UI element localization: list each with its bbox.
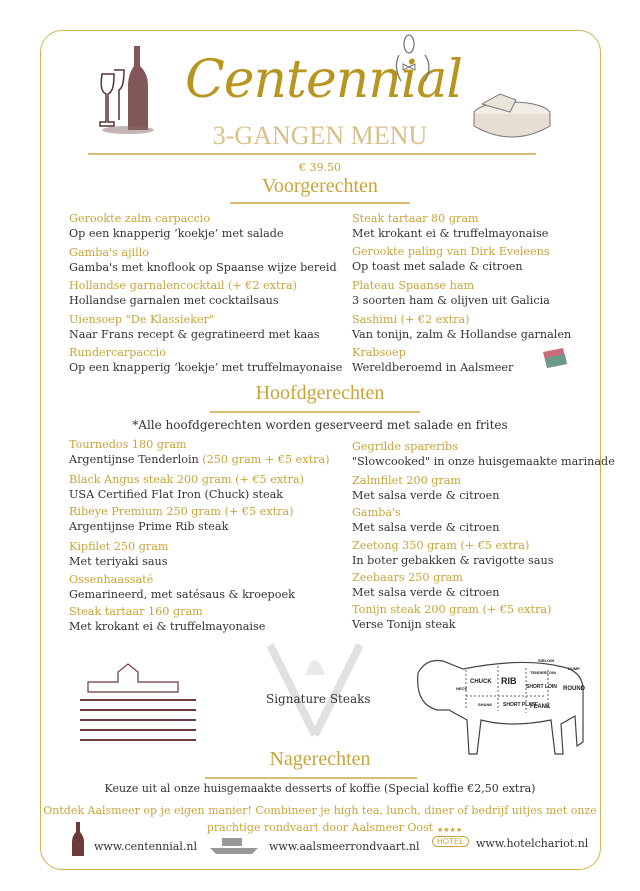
section-title-starters: Voorgerechten <box>262 175 378 197</box>
menu-item-description <box>69 361 342 375</box>
menu-item-name: Ossenhaassaté <box>69 573 154 586</box>
cow-label: SIRLOIN <box>538 658 555 663</box>
menu-item-name: Steak tartaar 160 gram <box>69 605 203 618</box>
description-text: Gamba's met knoflook op Spaanse wijze bereid <box>69 261 337 274</box>
description-text: Argentijnse Tenderloin <box>69 453 199 466</box>
menu-item-name: Rundercarpaccio <box>69 346 166 359</box>
menu-item <box>352 245 550 274</box>
description-text: Op een knapperig ‘koekje’ met truffelmayonaise <box>69 361 343 374</box>
menu-item-description <box>69 328 320 342</box>
menu-item-description <box>69 488 304 502</box>
link-centennial[interactable]: www.centennial.nl <box>94 840 197 853</box>
menu-item-description <box>69 555 169 569</box>
menu-item-name: Tournedos 180 gram <box>69 438 187 451</box>
logo-text: Centennial <box>185 50 462 110</box>
menu-item <box>69 346 342 375</box>
menu-item <box>352 506 499 535</box>
cow-label: CHUCK <box>470 679 492 685</box>
menu-item-name: Sashimi (+ €2 extra) <box>352 313 470 326</box>
link-rondvaart[interactable]: www.aalsmeerrondvaart.nl <box>269 840 420 853</box>
cow-label: ROUND <box>563 686 585 692</box>
menu-item-name: Gegrilde spareribs <box>352 440 458 453</box>
menu-item <box>69 573 295 602</box>
description-text: Op een knapperig ‘koekje’ met salade <box>69 227 284 240</box>
cow-label: SHANK <box>478 702 493 707</box>
description-text: USA Certified Flat Iron (Chuck) steak <box>69 488 284 501</box>
menu-item <box>69 540 169 569</box>
cow-label: RIB <box>501 676 517 686</box>
menu-item-name: Black Angus steak 200 gram (+ €5 extra) <box>69 473 305 486</box>
menu-item-name: Ribeye Premium 250 gram (+ €5 extra) <box>69 505 294 518</box>
menu-item-description <box>352 328 571 342</box>
description-text: Met salsa verde & citroen <box>352 521 500 534</box>
menu-item-name: Plateau Spaanse ham <box>352 279 475 292</box>
menu-item-description <box>352 586 499 600</box>
menu-item-name: Zeetong 350 gram (+ €5 extra) <box>352 539 530 552</box>
menu-item-description <box>352 260 550 274</box>
menu-item-name: Gamba's <box>352 506 401 519</box>
menu-item-name: Zeebaars 250 gram <box>352 571 463 584</box>
menu-item <box>69 605 265 634</box>
stars-icon: ★★★★ <box>437 826 463 834</box>
menu-item-name: Kipfilet 250 gram <box>69 540 169 553</box>
menu-item <box>352 346 513 375</box>
cow-label: FLANK <box>530 704 551 710</box>
menu-item-description <box>352 618 551 632</box>
menu-item <box>352 474 499 503</box>
description-text: Naar Frans recept & gegratineerd met kaas <box>69 328 320 341</box>
menu-item <box>69 473 304 502</box>
menu-item-description <box>69 261 337 275</box>
menu-item <box>352 603 551 632</box>
menu-item-description <box>352 554 554 568</box>
description-text: Met salsa verde & citroen <box>352 586 500 599</box>
flag-icon <box>540 346 570 370</box>
menu-item <box>352 571 499 600</box>
menu-item-name: Gamba's ajillo <box>69 246 150 259</box>
section-title-desserts: Nagerechten <box>269 748 371 770</box>
menu-item-description <box>352 361 513 375</box>
cow-label: NECK <box>456 686 468 691</box>
menu-item-name: Zalmfilet 200 gram <box>352 474 462 487</box>
menu-item-description <box>352 489 499 503</box>
promo-line-1: Ontdek Aalsmeer op je eigen manier! Combineer je high tea, lunch, diner of bedrijf uitjes met onze <box>43 804 597 817</box>
menu-item <box>352 313 571 342</box>
menu-item <box>69 438 329 467</box>
hotel-badge-icon: HOTEL <box>432 836 469 847</box>
description-text: Argentijnse Prime Rib steak <box>69 520 229 533</box>
menu-item-description <box>69 227 284 241</box>
boat-icon <box>208 836 260 856</box>
menu-item-description <box>69 588 295 602</box>
description-text: 3 soorten ham & olijven uit Galicia <box>352 294 550 307</box>
description-extra: (250 gram + €5 extra) <box>202 453 330 466</box>
menu-item <box>69 279 297 308</box>
menu-item-name: Steak tartaar 80 gram <box>352 212 479 225</box>
menu-item-name: Hollandse garnalencocktail (+ €2 extra) <box>69 279 297 292</box>
menu-item-description <box>352 455 615 469</box>
menu-item <box>352 279 550 308</box>
beef-cuts-diagram <box>408 648 598 758</box>
cow-label: TENDERLOIN <box>530 670 556 675</box>
description-text: Gemarineerd, met satésaus & kroepoek <box>69 588 295 601</box>
menu-item <box>69 212 284 241</box>
mains-note: *Alle hoofdgerechten worden geserveerd met salade en frites <box>132 418 508 432</box>
section-title-mains: Hoofdgerechten <box>255 382 385 404</box>
menu-item-name: Krabsoep <box>352 346 406 359</box>
menu-item <box>69 505 293 534</box>
cow-label: SHORT LOIN <box>526 684 557 690</box>
description-text: Met teriyaki saus <box>69 555 168 568</box>
description-text: Op toast met salade & citroen <box>352 260 523 273</box>
menu-price: € 39.50 <box>299 161 341 174</box>
promo-line-2: prachtige rondvaart door Aalsmeer Oost <box>206 821 434 834</box>
description-text: Met krokant ei & truffelmayonaise <box>69 620 266 633</box>
menu-item-description <box>352 521 499 535</box>
wine-bottle-icon <box>66 820 92 858</box>
cow-label: RUMP <box>568 666 580 671</box>
menu-item <box>352 212 548 241</box>
menu-item <box>69 246 337 275</box>
signature-steaks-label: Signature Steaks <box>266 692 371 706</box>
menu-item-name: Tonijn steak 200 gram (+ €5 extra) <box>352 603 552 616</box>
desserts-text: Keuze uit al onze huisgemaakte desserts of koffie (Special koffie €2,50 extra) <box>104 782 536 795</box>
menu-item-description <box>69 620 265 634</box>
vineyard-illustration <box>78 660 198 745</box>
menu-item <box>352 440 615 469</box>
menu-item-description <box>352 294 550 308</box>
menu-item-description <box>352 227 548 241</box>
description-text: "Slowcooked" in onze huisgemaakte marinade <box>352 455 615 468</box>
cheese-illustration <box>470 84 555 140</box>
cow-label: SHORT PLATE <box>503 702 538 708</box>
menu-item-description <box>69 453 329 467</box>
menu-item-description <box>69 294 297 308</box>
menu-item-description <box>69 520 293 534</box>
description-text: In boter gebakken & ravigotte saus <box>352 554 554 567</box>
menu-item-name: Gerookte paling van Dirk Eveleens <box>352 245 550 258</box>
bowtie-logo-icon <box>385 30 445 85</box>
description-text: Hollandse garnalen met cocktailsaus <box>69 294 279 307</box>
link-hotelchariot[interactable]: www.hotelchariot.nl <box>476 837 589 850</box>
description-text: Met salsa verde & citroen <box>352 489 500 502</box>
menu-subtitle: 3-GANGEN MENU <box>212 121 428 150</box>
menu-item-name: Gerookte zalm carpaccio <box>69 212 211 225</box>
description-text: Met krokant ei & truffelmayonaise <box>352 227 549 240</box>
menu-item <box>352 539 554 568</box>
description-text: Van tonijn, zalm & Hollandse garnalen <box>352 328 572 341</box>
menu-item-name: Uiensoep "De Klassieker" <box>69 313 215 326</box>
description-text: Wereldberoemd in Aalsmeer <box>352 361 514 374</box>
description-text: Verse Tonijn steak <box>352 618 456 631</box>
menu-item <box>69 313 320 342</box>
